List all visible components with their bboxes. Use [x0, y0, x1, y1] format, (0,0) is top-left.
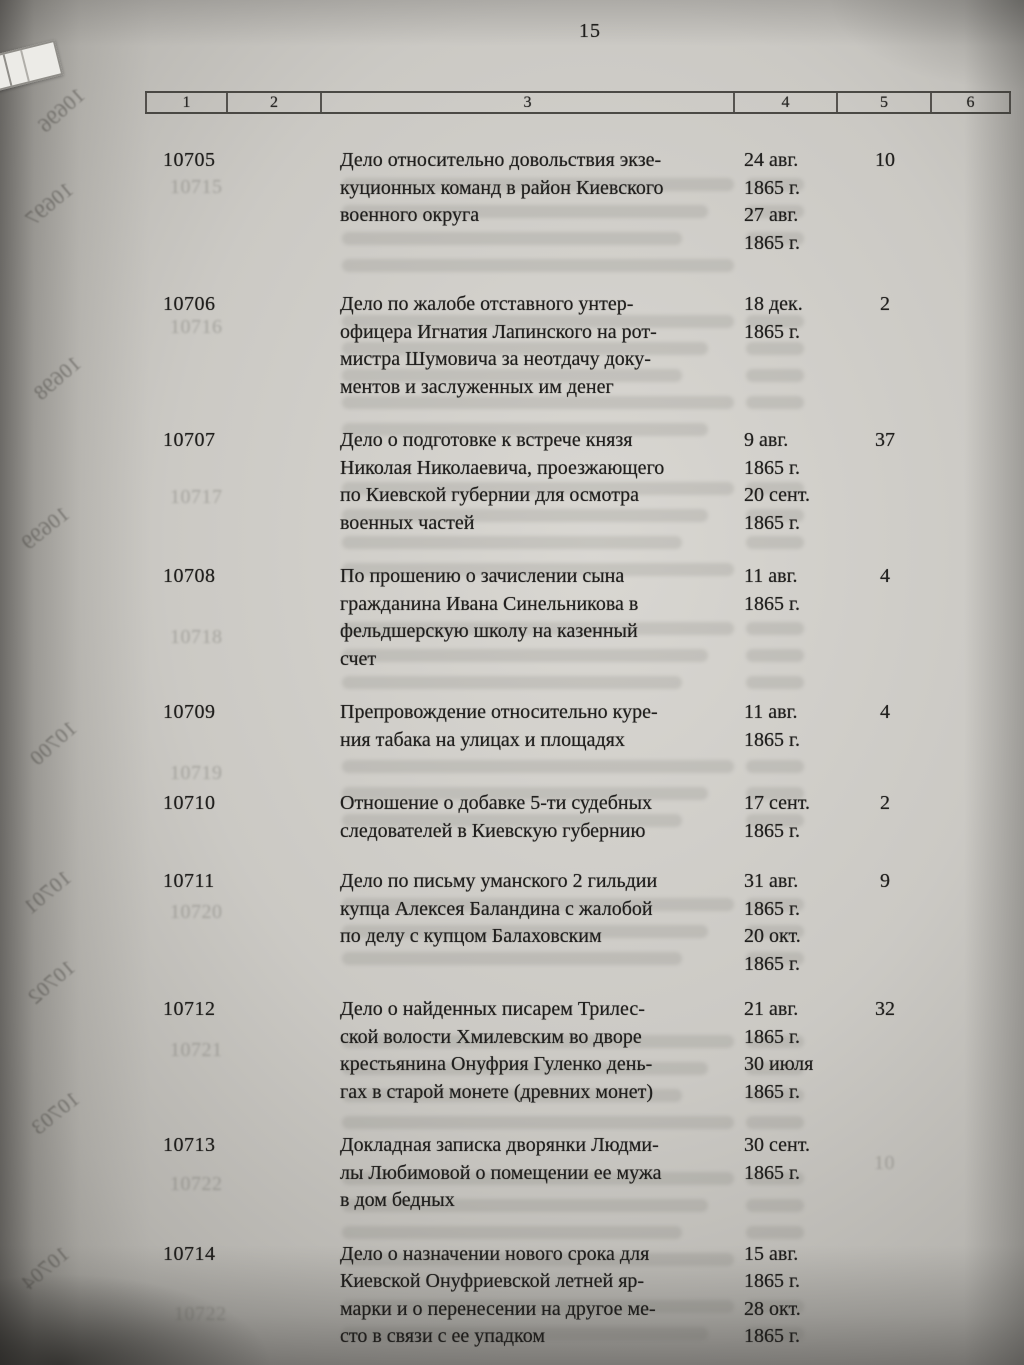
row-dates	[735, 1241, 838, 1351]
description-line: Дело по письму уманского 2 гильдии	[340, 870, 658, 892]
bleedthrough-margin-number: 10699	[16, 501, 75, 555]
bleedthrough-margin-number: 10696	[32, 82, 90, 138]
column-header-6: 6	[932, 93, 1011, 112]
row-count: 2	[880, 293, 890, 315]
description-line: счет	[340, 647, 377, 670]
date-line: 1865 г.	[744, 320, 800, 343]
table-row	[145, 699, 1011, 754]
table-header	[145, 91, 1011, 114]
row-dates	[735, 291, 838, 346]
row-number: 10711	[163, 870, 215, 892]
date-line: 1865 г.	[744, 952, 800, 975]
description-line: Дело о найденных писарем Трилес-	[340, 998, 645, 1020]
bleedthrough-margin-number: 10703	[26, 1086, 85, 1140]
table-row	[145, 996, 1011, 1106]
description-line: военного округа	[340, 204, 480, 226]
description-line: крестьянина Онуфрия Гуленко день-	[340, 1053, 653, 1075]
column-header-2: 2	[228, 93, 322, 112]
date-line: 1865 г.	[744, 592, 800, 615]
bleedthrough-margin-number: 10700	[24, 715, 82, 771]
date-line: 1865 г.	[744, 819, 800, 842]
date-line: 9 авг.	[744, 429, 789, 451]
row-dates	[735, 563, 838, 618]
date-line: 28 окт.	[744, 1297, 801, 1320]
bleedthrough-margin-number: 10698	[28, 351, 86, 406]
date-line: 1865 г.	[744, 1025, 800, 1048]
date-line: 20 сент.	[744, 484, 810, 506]
table-row	[145, 147, 1011, 257]
table-row	[145, 563, 1011, 673]
date-line: 1865 г.	[744, 1161, 800, 1184]
row-dates	[735, 427, 838, 537]
date-line: 1865 г.	[744, 1325, 800, 1347]
description-line: ской волости Хмилевским во дворе	[340, 1025, 642, 1048]
row-count: 10	[875, 149, 895, 171]
row-count: 2	[880, 792, 890, 814]
bleedthrough-row-number: 10722	[174, 1303, 227, 1325]
date-line: 11 авг.	[744, 565, 798, 587]
date-line: 17 сент.	[744, 792, 810, 814]
table-row	[145, 1241, 1011, 1351]
row-count: 4	[880, 701, 890, 723]
date-line: 31 авг.	[744, 870, 799, 892]
description-line: Николая Николаевича, проезжающего	[340, 456, 665, 479]
description-line: Препровождение относительно куре-	[340, 701, 658, 723]
table-row	[145, 790, 1011, 845]
row-dates	[735, 147, 838, 257]
row-dates	[735, 868, 838, 978]
bleedthrough-row-number: 10720	[170, 901, 223, 923]
date-line: 1865 г.	[744, 1270, 800, 1292]
bleedthrough-margin-number: 10702	[22, 955, 80, 1010]
date-line: 1865 г.	[744, 1080, 800, 1103]
description-line: сто в связи с ее упадком	[340, 1325, 546, 1347]
row-number: 10707	[163, 429, 216, 451]
bleedthrough-row-number: 10717	[170, 486, 223, 508]
date-line: 20 окт.	[744, 925, 801, 947]
date-line: 15 авг.	[744, 1242, 799, 1265]
description-line: офицера Игнатия Лапинского на рот-	[340, 320, 657, 343]
row-number: 10706	[163, 293, 216, 315]
date-line: 1865 г.	[744, 231, 800, 254]
description-line: Докладная записка дворянки Людми-	[340, 1134, 659, 1156]
column-header-3: 3	[322, 93, 735, 112]
description-line: ния табака на улицах и площадях	[340, 728, 625, 751]
description-line: по делу с купцом Балаховским	[340, 925, 602, 947]
bleedthrough-count: 10	[874, 1152, 895, 1174]
description-line: военных частей	[340, 511, 475, 534]
row-number: 10713	[163, 1134, 216, 1156]
bleedthrough-margin-number: 10701	[18, 865, 76, 919]
row-dates	[735, 1132, 838, 1187]
bleedthrough-row-number: 10719	[170, 762, 223, 784]
row-number: 10705	[163, 149, 216, 171]
table-row	[145, 291, 1011, 401]
row-count: 4	[880, 565, 890, 587]
description-line: марки и о перенесении на другое ме-	[340, 1297, 656, 1320]
column-header-4: 4	[735, 93, 838, 112]
description-line: Дело по жалобе отставного унтер-	[340, 293, 634, 315]
row-description	[322, 996, 735, 1106]
description-line: гах в старой монете (древних монет)	[340, 1080, 654, 1103]
row-dates	[735, 790, 838, 845]
row-dates	[735, 996, 838, 1106]
date-line: 27 авг.	[744, 204, 799, 226]
row-description	[322, 563, 735, 673]
date-line: 30 сент.	[744, 1134, 810, 1156]
table-row	[145, 1132, 1011, 1215]
row-count: 32	[875, 998, 895, 1020]
table-row	[145, 868, 1011, 978]
date-line: 1865 г.	[744, 176, 800, 199]
row-description	[322, 427, 735, 537]
row-description	[322, 699, 735, 754]
description-line: куционных команд в район Киевского	[340, 176, 664, 199]
date-line: 1865 г.	[744, 456, 800, 479]
row-description	[322, 147, 735, 230]
bleedthrough-row-number: 10716	[170, 316, 223, 338]
description-line: лы Любимовой о помещении ее мужа	[340, 1161, 662, 1184]
description-line: по Киевской губернии для осмотра	[340, 484, 640, 506]
description-line: ментов и заслуженных им денег	[340, 375, 614, 398]
description-line: гражданина Ивана Синельникова в	[340, 592, 639, 615]
description-line: Отношение о добавке 5-ти судебных	[340, 792, 653, 814]
description-line: Дело относительно довольствия экзе-	[340, 149, 662, 171]
column-header-5: 5	[838, 93, 932, 112]
description-line: Киевской Онуфриевской летней яр-	[340, 1270, 645, 1292]
row-number: 10708	[163, 565, 216, 587]
bleedthrough-margin-number: 10697	[20, 177, 78, 231]
date-line: 1865 г.	[744, 728, 800, 751]
row-description	[322, 1241, 735, 1351]
row-count: 37	[875, 429, 895, 451]
bleedthrough-row-number: 10715	[170, 176, 223, 198]
date-line: 30 июля	[744, 1053, 814, 1075]
bleedthrough-row-number: 10718	[170, 626, 223, 648]
table-body	[145, 147, 1011, 1365]
date-line: 21 авг.	[744, 998, 799, 1020]
row-description	[322, 868, 735, 951]
bleedthrough-row-number: 10721	[170, 1039, 223, 1061]
bleedthrough-row-number: 10722	[170, 1173, 223, 1195]
description-line: фельдшерскую школу на казенный	[340, 620, 638, 642]
bleedthrough-margin-number: 10704	[16, 1241, 74, 1295]
description-line: в дом бедных	[340, 1189, 455, 1211]
description-line: мистра Шумовича за неотдачу доку-	[340, 348, 651, 370]
row-number: 10709	[163, 701, 216, 723]
description-line: Дело о подготовке к встрече князя	[340, 429, 633, 451]
row-description	[322, 1132, 735, 1215]
description-line: Дело о назначении нового срока для	[340, 1242, 650, 1265]
row-number: 10712	[163, 998, 216, 1020]
description-line: следователей в Киевскую губернию	[340, 819, 646, 842]
date-line: 18 дек.	[744, 293, 803, 315]
description-line: купца Алексея Баландина с жалобой	[340, 897, 653, 920]
date-line: 11 авг.	[744, 701, 798, 723]
page-number: 15	[579, 20, 601, 42]
row-dates	[735, 699, 838, 754]
row-count: 9	[880, 870, 890, 892]
date-line: 24 авг.	[744, 149, 799, 171]
row-number: 10714	[163, 1242, 216, 1265]
table-row	[145, 427, 1011, 537]
column-header-1: 1	[145, 93, 228, 112]
date-line: 1865 г.	[744, 511, 800, 534]
row-number: 10710	[163, 792, 216, 814]
row-description	[322, 790, 735, 845]
description-line: По прошению о зачислении сына	[340, 565, 625, 587]
row-description	[322, 291, 735, 401]
date-line: 1865 г.	[744, 897, 800, 920]
